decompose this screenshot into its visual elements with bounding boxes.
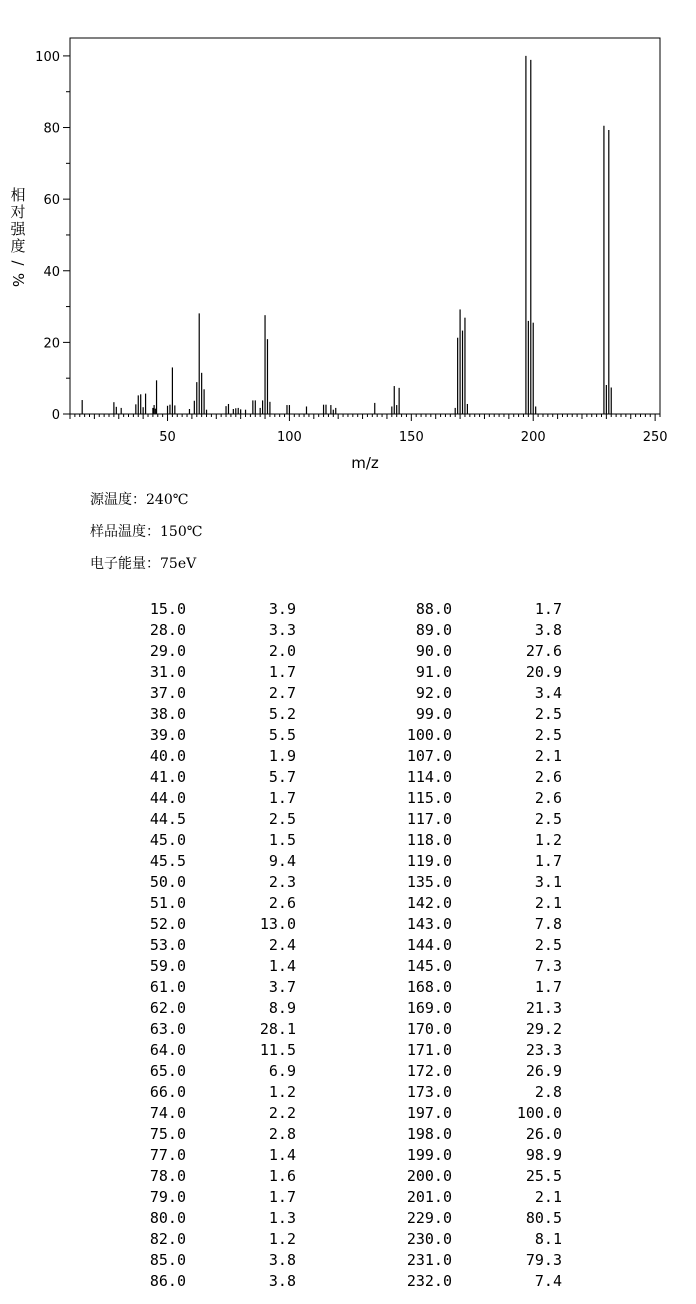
intensity-value: 1.3 bbox=[268, 1209, 296, 1227]
mz-value: 38.0 bbox=[149, 705, 186, 723]
acquisition-parameters bbox=[90, 484, 202, 580]
peak-row bbox=[0, 831, 696, 852]
mz-value: 53.0 bbox=[149, 936, 186, 954]
mz-value: 88.0 bbox=[415, 600, 452, 618]
intensity-value: 20.9 bbox=[525, 663, 562, 681]
mz-value: 232.0 bbox=[406, 1272, 452, 1290]
mz-value: 118.0 bbox=[406, 831, 452, 849]
intensity-value: 7.4 bbox=[534, 1272, 562, 1290]
mz-value: 115.0 bbox=[406, 789, 452, 807]
x-axis-label: m/z bbox=[351, 454, 379, 472]
intensity-value: 2.8 bbox=[268, 1125, 296, 1143]
intensity-value: 5.2 bbox=[268, 705, 296, 723]
mz-value: 145.0 bbox=[406, 957, 452, 975]
y-axis-label bbox=[9, 186, 27, 287]
intensity-value: 3.1 bbox=[534, 873, 562, 891]
mz-value: 45.5 bbox=[149, 852, 186, 870]
intensity-value: 21.3 bbox=[525, 999, 562, 1017]
mz-value: 231.0 bbox=[406, 1251, 452, 1269]
intensity-value: 3.8 bbox=[268, 1272, 296, 1290]
intensity-value: 1.7 bbox=[534, 600, 562, 618]
mz-value: 65.0 bbox=[149, 1062, 186, 1080]
mz-value: 171.0 bbox=[406, 1041, 452, 1059]
peak-row bbox=[0, 1146, 696, 1167]
y-tick-label: 40 bbox=[43, 264, 60, 280]
intensity-value: 1.4 bbox=[268, 1146, 296, 1164]
intensity-value: 28.1 bbox=[259, 1020, 296, 1038]
mz-value: 86.0 bbox=[149, 1272, 186, 1290]
intensity-value: 1.4 bbox=[268, 957, 296, 975]
mz-value: 15.0 bbox=[149, 600, 186, 618]
intensity-value: 13.0 bbox=[259, 915, 296, 933]
mz-value: 144.0 bbox=[406, 936, 452, 954]
intensity-value: 2.4 bbox=[268, 936, 296, 954]
mz-value: 119.0 bbox=[406, 852, 452, 870]
y-tick-label: 20 bbox=[43, 336, 60, 352]
mz-value: 77.0 bbox=[149, 1146, 186, 1164]
peak-row bbox=[0, 810, 696, 831]
intensity-value: 25.5 bbox=[525, 1167, 562, 1185]
x-tick-label: 100 bbox=[277, 430, 302, 445]
sample-temperature: 样品温度：150℃ bbox=[90, 524, 203, 540]
mz-value: 59.0 bbox=[149, 957, 186, 975]
intensity-value: 7.8 bbox=[534, 915, 562, 933]
mz-value: 172.0 bbox=[406, 1062, 452, 1080]
peak-row bbox=[0, 726, 696, 747]
intensity-value: 2.1 bbox=[534, 1188, 562, 1206]
peak-row bbox=[0, 1188, 696, 1209]
intensity-value: 1.7 bbox=[534, 852, 562, 870]
axes bbox=[35, 50, 667, 445]
intensity-value: 9.4 bbox=[268, 852, 296, 870]
x-tick-label: 150 bbox=[398, 430, 424, 445]
intensity-value: 1.2 bbox=[268, 1230, 296, 1248]
intensity-value: 2.8 bbox=[534, 1083, 562, 1101]
mz-value: 63.0 bbox=[149, 1020, 186, 1038]
mz-value: 170.0 bbox=[406, 1020, 452, 1038]
x-tick-label: 250 bbox=[642, 430, 668, 445]
intensity-value: 1.2 bbox=[268, 1083, 296, 1101]
peak-row bbox=[0, 1209, 696, 1230]
y-axis-label-char: 对 bbox=[10, 203, 26, 221]
peak-row bbox=[0, 957, 696, 978]
peak-row bbox=[0, 915, 696, 936]
peak-row bbox=[0, 642, 696, 663]
mz-value: 173.0 bbox=[406, 1083, 452, 1101]
y-axis-label-char: 度 bbox=[10, 237, 26, 255]
intensity-value: 7.3 bbox=[534, 957, 562, 975]
intensity-value: 5.7 bbox=[268, 768, 296, 786]
mz-value: 168.0 bbox=[406, 978, 452, 996]
mz-value: 201.0 bbox=[406, 1188, 452, 1206]
y-tick-label: 0 bbox=[51, 408, 60, 423]
peak-row bbox=[0, 663, 696, 684]
y-axis-label-char: / bbox=[9, 260, 27, 266]
peak-row bbox=[0, 1251, 696, 1272]
intensity-value: 6.9 bbox=[268, 1062, 296, 1080]
mz-value: 41.0 bbox=[149, 768, 186, 786]
mz-value: 107.0 bbox=[406, 747, 452, 765]
intensity-value: 1.7 bbox=[268, 663, 296, 681]
mz-value: 200.0 bbox=[406, 1167, 452, 1185]
mz-value: 29.0 bbox=[149, 642, 186, 660]
x-tick-label: 50 bbox=[159, 430, 176, 445]
intensity-value: 2.5 bbox=[268, 810, 296, 828]
intensity-value: 3.7 bbox=[268, 978, 296, 996]
mz-value: 92.0 bbox=[415, 684, 452, 702]
peak-row bbox=[0, 684, 696, 705]
mz-value: 75.0 bbox=[149, 1125, 186, 1143]
source-temperature: 源温度：240℃ bbox=[90, 492, 189, 508]
mz-value: 74.0 bbox=[149, 1104, 186, 1122]
intensity-value: 2.5 bbox=[534, 936, 562, 954]
mz-value: 78.0 bbox=[149, 1167, 186, 1185]
intensity-value: 1.6 bbox=[268, 1167, 296, 1185]
mz-value: 114.0 bbox=[406, 768, 452, 786]
mz-value: 89.0 bbox=[415, 621, 452, 639]
mz-value: 197.0 bbox=[406, 1104, 452, 1122]
peak-row bbox=[0, 873, 696, 894]
intensity-value: 1.5 bbox=[268, 831, 296, 849]
mz-value: 28.0 bbox=[149, 621, 186, 639]
peak-row bbox=[0, 1083, 696, 1104]
peak-row bbox=[0, 1104, 696, 1125]
peak-row bbox=[0, 789, 696, 810]
y-tick-label: 80 bbox=[43, 121, 60, 137]
intensity-value: 2.2 bbox=[268, 1104, 296, 1122]
intensity-value: 2.7 bbox=[268, 684, 296, 702]
y-tick-label: 60 bbox=[43, 193, 60, 209]
mz-value: 40.0 bbox=[149, 747, 186, 765]
intensity-value: 5.5 bbox=[268, 726, 296, 744]
peak-row bbox=[0, 1062, 696, 1083]
peak-row bbox=[0, 852, 696, 873]
peak-row bbox=[0, 621, 696, 642]
peak-row bbox=[0, 1230, 696, 1251]
intensity-value: 26.0 bbox=[525, 1125, 562, 1143]
intensity-value: 100.0 bbox=[516, 1104, 562, 1122]
mz-value: 91.0 bbox=[415, 663, 452, 681]
peak-row bbox=[0, 1125, 696, 1146]
mz-value: 99.0 bbox=[415, 705, 452, 723]
y-tick-label: 100 bbox=[35, 49, 60, 65]
mz-value: 142.0 bbox=[406, 894, 452, 912]
intensity-value: 1.9 bbox=[268, 747, 296, 765]
intensity-value: 98.9 bbox=[525, 1146, 562, 1164]
intensity-value: 3.4 bbox=[534, 684, 562, 702]
intensity-value: 1.2 bbox=[534, 831, 562, 849]
mz-value: 230.0 bbox=[406, 1230, 452, 1248]
y-axis-label-char: % bbox=[9, 272, 27, 288]
mz-value: 61.0 bbox=[149, 978, 186, 996]
intensity-value: 23.3 bbox=[525, 1041, 562, 1059]
peak-row bbox=[0, 1020, 696, 1041]
intensity-value: 2.5 bbox=[534, 726, 562, 744]
intensity-value: 1.7 bbox=[268, 1188, 296, 1206]
mz-value: 39.0 bbox=[149, 726, 186, 744]
mz-value: 85.0 bbox=[149, 1251, 186, 1269]
mz-value: 143.0 bbox=[406, 915, 452, 933]
mz-value: 64.0 bbox=[149, 1041, 186, 1059]
intensity-value: 2.3 bbox=[268, 873, 296, 891]
peak-row bbox=[0, 999, 696, 1020]
mz-value: 79.0 bbox=[149, 1188, 186, 1206]
intensity-value: 2.6 bbox=[534, 789, 562, 807]
x-tick-label: 200 bbox=[520, 430, 546, 445]
intensity-value: 8.1 bbox=[534, 1230, 562, 1248]
intensity-value: 1.7 bbox=[268, 789, 296, 807]
intensity-value: 2.6 bbox=[268, 894, 296, 912]
intensity-value: 2.1 bbox=[534, 894, 562, 912]
peak-row bbox=[0, 705, 696, 726]
plot-frame bbox=[70, 38, 660, 414]
intensity-value: 2.5 bbox=[534, 810, 562, 828]
electron-energy: 电子能量：75eV bbox=[90, 556, 197, 572]
mz-value: 44.5 bbox=[149, 810, 186, 828]
intensity-value: 29.2 bbox=[525, 1020, 562, 1038]
y-axis-label-char: 相 bbox=[10, 186, 26, 204]
peak-bars bbox=[82, 56, 611, 414]
peak-row bbox=[0, 600, 696, 621]
mz-value: 50.0 bbox=[149, 873, 186, 891]
peak-row bbox=[0, 1272, 696, 1293]
mz-value: 66.0 bbox=[149, 1083, 186, 1101]
intensity-value: 3.8 bbox=[534, 621, 562, 639]
peak-row bbox=[0, 936, 696, 957]
peak-row bbox=[0, 768, 696, 789]
mz-value: 90.0 bbox=[415, 642, 452, 660]
intensity-value: 26.9 bbox=[525, 1062, 562, 1080]
mz-value: 100.0 bbox=[406, 726, 452, 744]
mz-value: 31.0 bbox=[149, 663, 186, 681]
peak-row bbox=[0, 1167, 696, 1188]
intensity-value: 2.1 bbox=[534, 747, 562, 765]
intensity-value: 3.8 bbox=[268, 1251, 296, 1269]
mz-value: 51.0 bbox=[149, 894, 186, 912]
y-axis-label-char: 强 bbox=[10, 220, 26, 238]
mz-value: 117.0 bbox=[406, 810, 452, 828]
intensity-value: 3.9 bbox=[268, 600, 296, 618]
mz-value: 52.0 bbox=[149, 915, 186, 933]
peak-row bbox=[0, 1041, 696, 1062]
intensity-value: 11.5 bbox=[259, 1041, 296, 1059]
mz-value: 135.0 bbox=[406, 873, 452, 891]
intensity-value: 2.5 bbox=[534, 705, 562, 723]
intensity-value: 79.3 bbox=[525, 1251, 562, 1269]
intensity-value: 2.6 bbox=[534, 768, 562, 786]
mz-value: 44.0 bbox=[149, 789, 186, 807]
peak-row bbox=[0, 894, 696, 915]
peak-row bbox=[0, 978, 696, 999]
mz-value: 229.0 bbox=[406, 1209, 452, 1227]
mz-value: 62.0 bbox=[149, 999, 186, 1017]
mz-value: 45.0 bbox=[149, 831, 186, 849]
intensity-value: 27.6 bbox=[525, 642, 562, 660]
intensity-value: 3.3 bbox=[268, 621, 296, 639]
mz-value: 80.0 bbox=[149, 1209, 186, 1227]
mass-spectrum-chart bbox=[0, 0, 696, 480]
peak-row bbox=[0, 747, 696, 768]
mz-value: 82.0 bbox=[149, 1230, 186, 1248]
intensity-value: 8.9 bbox=[268, 999, 296, 1017]
mz-value: 169.0 bbox=[406, 999, 452, 1017]
mz-value: 199.0 bbox=[406, 1146, 452, 1164]
mz-value: 37.0 bbox=[149, 684, 186, 702]
mz-value: 198.0 bbox=[406, 1125, 452, 1143]
intensity-value: 2.0 bbox=[268, 642, 296, 660]
intensity-value: 1.7 bbox=[534, 978, 562, 996]
intensity-value: 80.5 bbox=[525, 1209, 562, 1227]
